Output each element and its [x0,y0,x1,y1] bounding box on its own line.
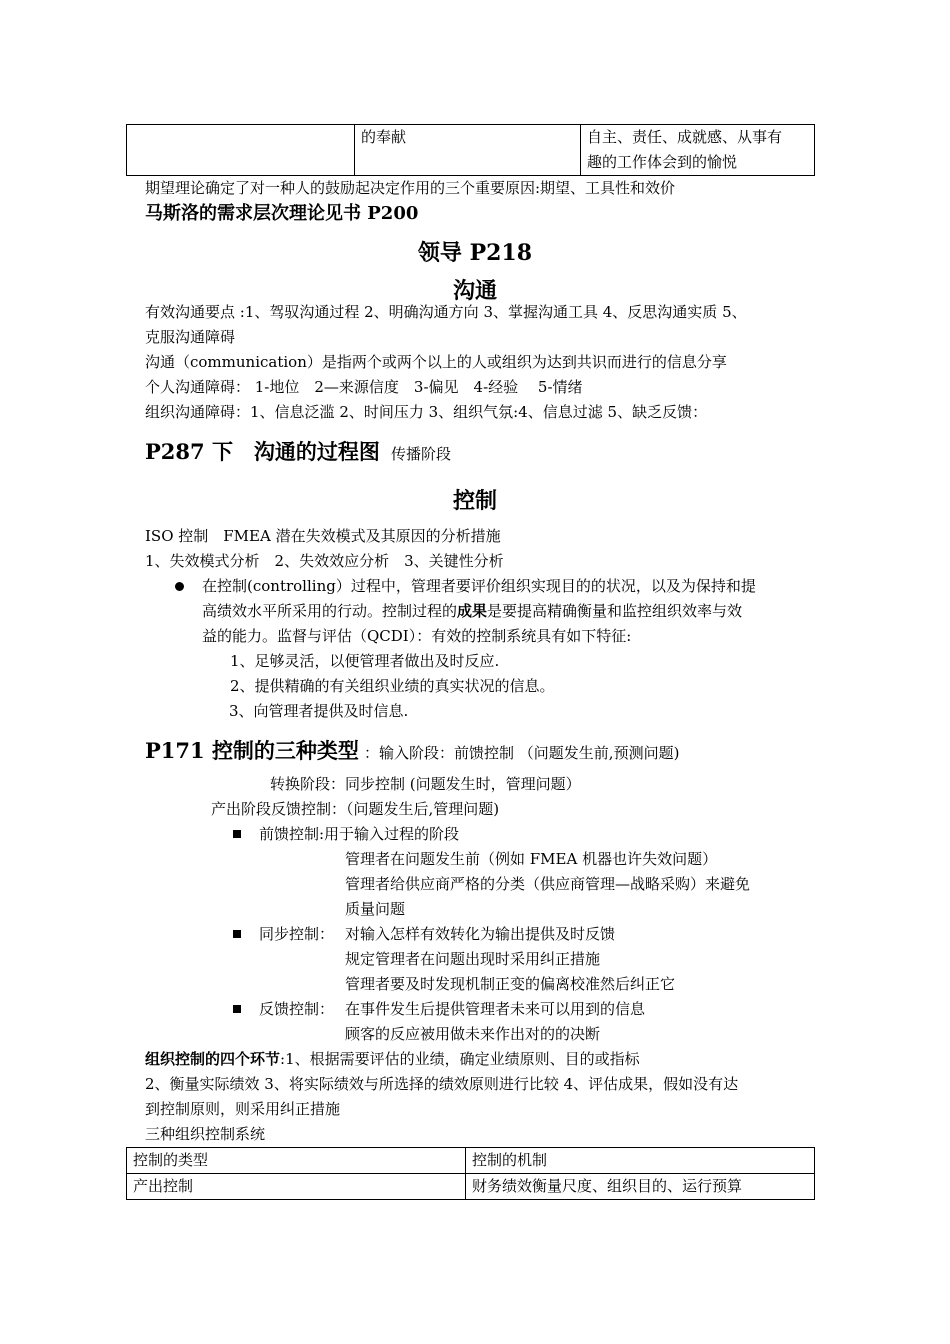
types-inline: ：输入阶段：前馈控制 （问题发生前,预测问题) [364,744,680,762]
process-heading-row [145,436,451,467]
concurrent-label: 同步控制： [259,925,335,943]
communication-heading: 沟通 [452,278,497,304]
types-line: 产出阶段反馈控制：（问题发生后,管理问题) [211,800,500,818]
square-bullet-icon [233,930,241,938]
control-systems-table [126,1147,815,1200]
four-links-line: 到控制原则，则采用纠正措施 [145,1100,341,1118]
ff-sub-line: 管理者在问题发生前（例如 FMEA 机器也许失效问题） [345,850,718,868]
bullet-dot-icon [175,582,184,591]
table-cell: 财务绩效衡量尺度、组织目的、运行预算 [466,1174,815,1200]
four-links-bold: 组织控制的四个环节 [145,1050,281,1068]
comm-line: 个人沟通障碍： 1-地位 2—来源信度 3-偏见 4-经验 5-情绪 [145,378,583,396]
types-heading-row [145,735,679,766]
feedback-label: 反馈控制： [259,1000,335,1018]
table-cell: 的奉献 [355,125,581,176]
concurrent-text: 对输入怎样有效转化为输出提供及时反馈 [345,925,616,943]
bullet-line [202,599,742,624]
bullet-text: 高绩效水平所采用的行动。控制过程的 [202,602,458,620]
process-note: 传播阶段 [391,445,452,463]
cell-line: 趣的工作体会到的愉悦 [587,153,738,171]
types-heading: P171 控制的三种类型 [145,738,359,763]
table-row [127,1174,815,1200]
feedforward-line: 前馈控制:用于输入过程的阶段 [259,825,460,843]
control-line: ISO 控制 FMEA 潜在失效模式及其原因的分析措施 [145,527,501,545]
maslow-heading: 马斯洛的需求层次理论见书 P200 [145,203,419,224]
square-bullet-icon [233,830,241,838]
process-heading: P287 下 沟通的过程图 [145,439,380,464]
table-cell: 产出控制 [127,1174,466,1200]
leadership-heading: 领导 P218 [417,240,533,266]
types-line: 转换阶段：同步控制 (问题发生时，管理问题） [270,775,581,793]
fb-sub-line: 顾客的反应被用做未来作出对的的决断 [345,1025,601,1043]
expectancy-line: 期望理论确定了对一种人的鼓励起决定作用的三个重要原因:期望、工具性和效价 [145,179,676,197]
table-header-cell: 控制的类型 [127,1148,466,1174]
comm-line: 克服沟通障碍 [145,328,236,346]
control-heading: 控制 [452,488,497,514]
comm-line: 有效沟通要点 :1、驾驭沟通过程 2、明确沟通方向 3、掌握沟通工具 4、反思沟通实质 5、 [145,303,747,321]
table-cell [581,125,815,176]
table-header-row [127,1148,815,1174]
ff-sub-line: 质量问题 [345,900,406,918]
comm-line: 沟通（communication）是指两个或两个以上的人或组织为达到共识而进行的信息分享 [145,353,727,371]
feature-item: 3、向管理者提供及时信息. [229,702,409,720]
top-table [126,124,815,176]
bullet-line: 益的能力。监督与评估（QCDI）：有效的控制系统具有如下特征: [202,627,632,645]
table-cell [127,125,355,176]
conc-sub-line: 规定管理者在问题出现时采用纠正措施 [345,950,601,968]
square-bullet-icon [233,1005,241,1013]
four-links-line [145,1047,640,1072]
bullet-text: 是要提高精确衡量和监控组织效率与效 [487,602,743,620]
systems-caption: 三种组织控制系统 [145,1125,266,1143]
feature-item: 2、提供精确的有关组织业绩的真实状况的信息。 [230,677,555,695]
feature-item: 1、足够灵活，以便管理者做出及时反应. [230,652,500,670]
feedback-text: 在事件发生后提供管理者未来可以用到的信息 [345,1000,646,1018]
control-line: 1、失效模式分析 2、失效效应分析 3、关键性分析 [145,552,504,570]
conc-sub-line: 管理者要及时发现机制正变的偏离校准然后纠正它 [345,975,676,993]
table-row [127,125,815,176]
four-links-line: 2、衡量实际绩效 3、将实际绩效与所选择的绩效原则进行比较 4、评估成果，假如没有达 [145,1075,739,1093]
ff-sub-line: 管理者给供应商严格的分类（供应商管理—战略采购）来避免 [345,875,751,893]
bullet-line: 在控制(controlling）过程中，管理者要评价组织实现目的的状况，以及为保持和提 [202,577,756,595]
bullet-bold-text: 成果 [457,602,488,620]
cell-line: 自主、责任、成就感、从事有 [587,128,783,146]
comm-line: 组织沟通障碍：1、信息泛滥 2、时间压力 3、组织气氛:4、信息过滤 5、缺乏反馈： [145,403,708,421]
table-header-cell: 控制的机制 [466,1148,815,1174]
four-links-text: :1、根据需要评估的业绩，确定业绩原则、目的或指标 [280,1050,640,1068]
